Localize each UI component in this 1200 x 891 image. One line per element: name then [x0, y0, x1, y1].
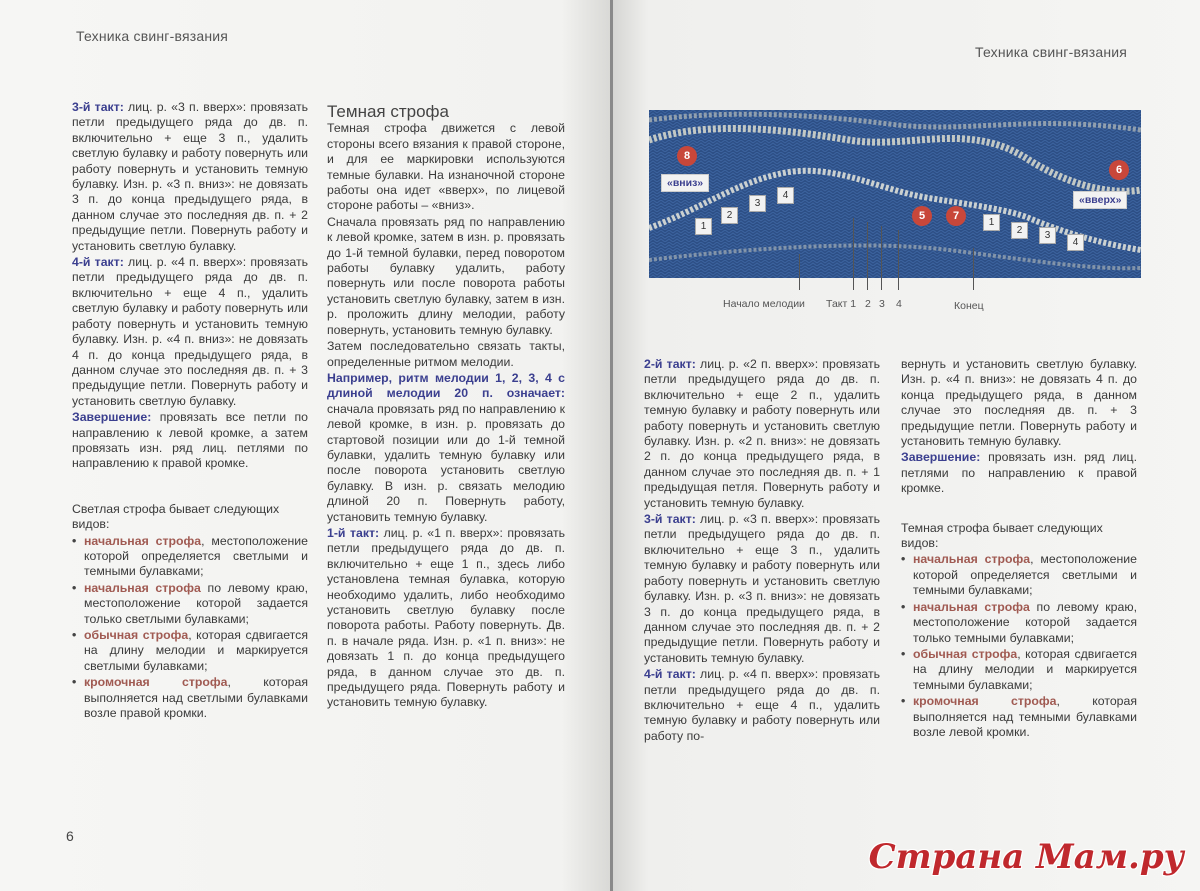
beat-box: 4 [1067, 234, 1084, 251]
paragraph-text: лиц. р. «4 п. вверх»: провязать петли предыдущего ряда до дв. п. включительно + еще 4 п., удалить светлую булавку и работу повернуть или работу повернуть и установить темную булавку. Изн. р. «4 п. вниз»: не довязать 4 п. до конца предыдущего ряда, в данном случае это последняя дв. п. + 3 предыдущие петли. Повернуть работу и установить светлую булавку. [72, 255, 308, 408]
caption-beat: Такт 1 [826, 298, 857, 310]
term: начальная строфа [913, 599, 1030, 614]
list-item [72, 675, 308, 721]
right-column-2 [901, 357, 1137, 741]
paragraph [72, 255, 308, 409]
paragraph [644, 512, 880, 666]
paragraph [644, 667, 880, 744]
term-desc: , которая выполняется над темными булавками возле левой кромки. [913, 694, 1138, 739]
term-desc: , местоположение которой определяется светлыми и темными булавками; [913, 552, 1137, 598]
leader-line [799, 254, 800, 290]
paragraph-label: Например, ритм мелодии 1, 2, 3, 4 с длиной мелодии 20 п. означает: [327, 370, 565, 401]
paragraph-text: лиц. р. «1 п. вверх»: провязать петли предыдущего ряда до дв. п. включительно + еще 1 п., здесь либо установлена темная булавка, которую необходимо удалить, либо необходимо установить светлую булавку после поворота работы. Работу повернуть. Дв. п. в начале ряда. Изн. р. «1 п. вниз»: не довязать 1 п. до конца предыдущего ряда, в данном случае это дв. п. предыдущего ряда. Повернуть работу и установить темную булавку. [327, 525, 565, 710]
paragraph: Затем последовательно связать такты, определенные ритмом мелодии. [327, 339, 565, 369]
paragraph-text: сначала провязать ряд по направлению к левой кромке, в изн. р. провязать до стартовой позиции или до 1-й темной булавки, удалить темную булавку или после поворота установить светлую булавку. В изн. р. связать мелодию длиной 20 п. Повернуть работу, установить темную булавку. [327, 401, 566, 524]
paragraph [72, 100, 308, 254]
list-item [901, 552, 1137, 598]
caption-4: 4 [896, 298, 902, 310]
site-watermark: Страна Мам.ру [868, 837, 1184, 877]
paragraph [327, 371, 565, 525]
knit-pattern-graphic [649, 110, 1141, 278]
right-column-1 [644, 357, 880, 745]
leader-line [853, 218, 854, 290]
term: кромочная строфа [913, 694, 1057, 709]
term: начальная строфа [84, 533, 202, 548]
list-item [901, 647, 1137, 693]
types-intro: Светлая строфа бывает следующих видов: [72, 501, 280, 532]
term: начальная строфа [84, 580, 201, 595]
left-column-2 [327, 104, 565, 712]
list-item [72, 628, 308, 674]
paragraph-label: 4-й такт: [644, 667, 696, 682]
paragraph-label: 1-й такт: [327, 525, 380, 540]
paragraph-label: Завершение: [72, 410, 152, 425]
paragraph-text: лиц. р. «3 п. вверх»: провязать петли предыдущего ряда до дв. п. включительно + еще 3 п., удалить темную булавку и работу повернуть или работу повернуть и установить светлую булавку. Изн. р. «3 п. вниз»: не довязать 3 п. до конца предыдущего ряда, в данном случае это последняя дв. п. + 2 предыдущие петли. Повернуть работу и установить темную булавку. [644, 512, 880, 665]
beat-box: 3 [749, 195, 766, 212]
paragraph [644, 357, 880, 511]
types-list [901, 552, 1137, 740]
term-desc: , которая выполняется над светлыми булавками возле правой кромки. [84, 675, 309, 721]
types-intro: Темная строфа бывает следующих видов: [901, 520, 1103, 551]
paragraph-label: 4-й такт: [72, 255, 124, 270]
marker-circle: 6 [1109, 160, 1129, 180]
leader-line [898, 230, 899, 290]
beat-box: 2 [1011, 222, 1028, 239]
beat-box: 4 [777, 187, 794, 204]
term: обычная строфа [913, 646, 1018, 661]
paragraph-text: лиц. р. «3 п. вверх»: провязать петли предыдущего ряда до дв. п. включительно + еще 3 п., удалить светлую булавку и работу повернуть или работу повернуть и установить темную булавку. Изн. р. «3 п. вниз»: не довязать 3 п. до конца предыдущего ряда, в данном случае это последняя дв. п. + 2 предыдущие петли. Повернуть работу и установить светлую булавку. [72, 100, 308, 253]
paragraph: Темная строфа движется с левой стороны всего вязания к правой стороне, и для ее маркировки используются темные булавки. На изнаночной стороне работы она идет «вверх», по лицевой стороне работы – «вниз». [327, 121, 565, 213]
paragraph-label: Завершение: [901, 450, 981, 465]
paragraph-text: лиц. р. «2 п. вверх»: провязать петли предыдущего ряда до дв. п. включительно + еще 2 п., удалить темную булавку и работу повернуть или работу повернуть и установить светлую булавку. Изн. р. «2 п. вниз»: не довязать 2 п. до конца предыдущего ряда, в данном случае это последняя дв. п. + 1 предыдущая петля. Повернуть работу и установить темную булавку. [644, 357, 880, 510]
list-item [901, 694, 1137, 740]
caption-end: Конец [954, 300, 984, 312]
knit-swatch-photo [649, 110, 1141, 278]
section-title: Темная строфа [327, 102, 449, 121]
beat-box: 2 [721, 207, 738, 224]
term-desc: , местоположение которой определяется светлыми и темными булавками; [84, 533, 308, 579]
paragraph-label: 3-й такт: [72, 100, 124, 114]
paragraph [72, 410, 308, 472]
left-column-1 [72, 100, 308, 722]
leader-line [881, 226, 882, 290]
paragraph [327, 526, 565, 711]
term-desc: по левому краю, местоположение которой задается только темными булавками; [913, 599, 1138, 645]
marker-circle: 7 [946, 206, 966, 226]
label-up: «вверх» [1073, 191, 1127, 209]
label-down: «вниз» [661, 174, 709, 192]
page-number: 6 [66, 828, 74, 844]
paragraph-label: 3-й такт: [644, 512, 696, 527]
marker-circle: 5 [912, 206, 932, 226]
types-list [72, 534, 308, 722]
caption-2: 2 [865, 298, 871, 310]
marker-circle: 8 [677, 146, 697, 166]
right-page [613, 0, 1200, 891]
list-item [72, 581, 308, 627]
list-item [72, 534, 308, 580]
beat-box: 1 [983, 214, 1000, 231]
term: кромочная строфа [84, 675, 228, 690]
term-desc: , которая сдвигается на длину мелодии и маркируется темными булавками; [913, 646, 1137, 692]
paragraph: Сначала провязать ряд по направлению к левой кромке, затем в изн. р. провязать до 1-й темной булавки, перед поворотом работы булавку удалить, работу повернуть или после поворота работы установить светлую булавку, затем в изн. р. проложить длину мелодии, работу повернуть, установить темную булавку. [327, 214, 565, 337]
beat-box: 1 [695, 218, 712, 235]
paragraph-label: 2-й такт: [644, 357, 696, 371]
list-item [901, 600, 1137, 646]
term-desc: по левому краю, местоположение которой задается только светлыми булавками; [84, 580, 309, 626]
beat-box: 3 [1039, 227, 1056, 244]
leader-line [867, 222, 868, 290]
paragraph-text: провязать изн. ряд лиц. петлями по направлению к правой кромке. [901, 450, 1137, 496]
leader-line [973, 248, 974, 290]
term: начальная строфа [913, 552, 1031, 567]
running-head: Техника свинг-вязания [76, 28, 229, 44]
caption-start: Начало мелодии [723, 298, 805, 310]
paragraph-text: провязать все петли по направлению к левой кромке, а затем провязать изн. ряд лиц. петлями по направлению к правой кромке. [72, 410, 308, 471]
paragraph [901, 450, 1137, 496]
paragraph: вернуть и установить светлую булавку. Изн. р. «4 п. вниз»: не довязать 4 п. до конца предыдущего ряда, в данном случае это последняя дв. п. + 3 предыдущие петли. Повернуть работу и установить темную булавку. [901, 357, 1137, 449]
term: обычная строфа [84, 628, 189, 642]
paragraph-text: лиц. р. «4 п. вверх»: провязать петли предыдущего ряда до дв. п. включительно + еще 4 п., удалить темную булавку и работу повернуть или работу по- [644, 667, 880, 743]
caption-3: 3 [879, 298, 885, 310]
term-desc: , которая сдвигается на длину мелодии и маркируется светлыми булавками; [84, 628, 308, 673]
running-head: Техника свинг-вязания [975, 44, 1128, 60]
